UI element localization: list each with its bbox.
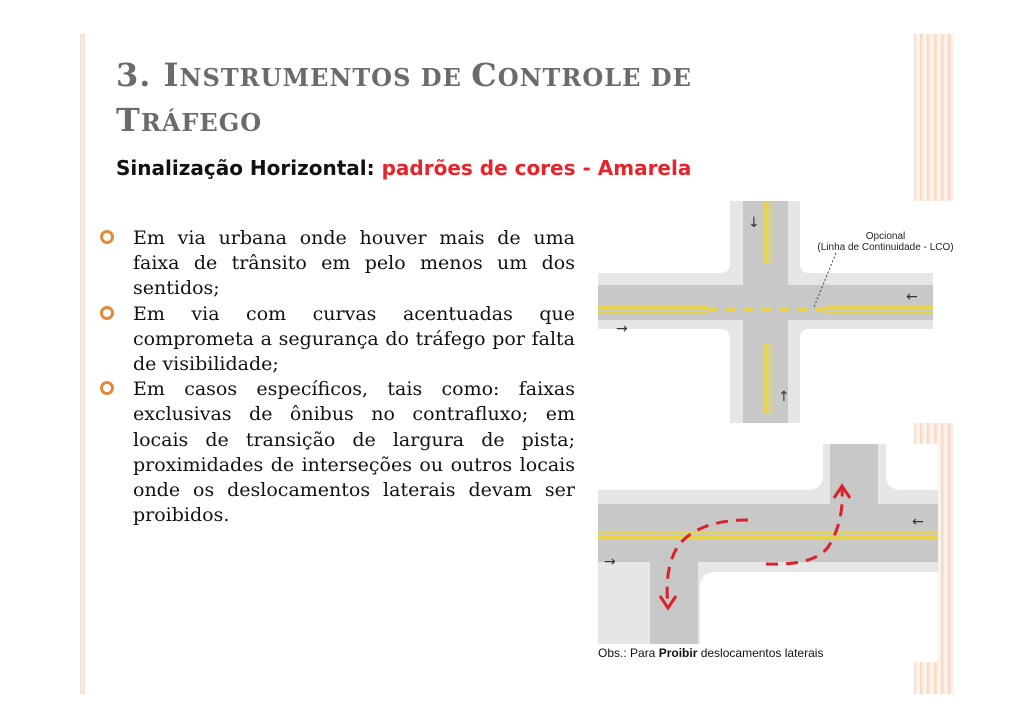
title-line-2: TRÁFEGO — [116, 101, 263, 139]
lane-line — [598, 531, 938, 534]
lane-line — [598, 536, 938, 539]
bullet-item — [100, 302, 575, 378]
bullet-item — [100, 226, 575, 302]
bullet-ring-icon — [100, 381, 114, 395]
bullet-ring-icon — [100, 230, 114, 244]
bullet-text: Em via urbana onde houver mais de uma faixa de trânsito em pelo menos um dos sentidos; — [133, 227, 575, 300]
slide-subtitle — [116, 156, 691, 180]
lco-label: (Linha de Continuidade - LCO) — [817, 242, 954, 253]
lane-line — [826, 306, 933, 309]
bullet-item — [100, 377, 575, 528]
arrow-up-icon: ↑ — [778, 389, 790, 405]
arrow-left-icon: ← — [912, 514, 924, 530]
slide-title — [116, 54, 692, 144]
optional-label: Opcional — [865, 231, 906, 242]
bullet-list — [100, 226, 575, 528]
bullet-ring-icon — [100, 306, 114, 320]
left-decorative-stripe — [80, 34, 86, 694]
lane-line — [598, 311, 708, 314]
intersection-diagram-2 — [598, 444, 938, 662]
obs-emphasis: Proibir — [658, 646, 698, 660]
lane-line — [826, 311, 933, 314]
bullet-text: Em via com curvas acentuadas que comprometa a segurança do tráfego por falta de visibilidade; — [133, 302, 575, 376]
bullet-text: Em casos específicos, tais como: faixas exclusivas de ônibus no contrafluxo; em locais de transição de largura de pista; proximidades de interseções ou outros locais onde os deslocamentos laterais devam ser proibidos. — [133, 378, 575, 527]
title-line-1: 3. INSTRUMENTOS DE CONTROLE DE — [116, 56, 692, 94]
intersection-2-drawing — [598, 444, 938, 644]
arrow-right-icon: → — [616, 321, 628, 337]
lane-line — [764, 201, 767, 263]
arrow-down-icon: ↓ — [748, 215, 760, 231]
intersection-diagram-1 — [598, 201, 958, 423]
lane-line — [598, 306, 708, 309]
arrow-left-icon: ← — [906, 289, 918, 305]
observation-caption: Obs.: Para Proibir deslocamentos laterais — [598, 646, 824, 660]
subtitle-topic: Sinalização Horizontal: — [116, 156, 382, 180]
lane-line — [769, 201, 772, 263]
lane-line — [769, 344, 772, 414]
lane-line — [764, 344, 767, 414]
optional-lco-label — [813, 231, 958, 253]
subtitle-highlight: padrões de cores - Amarela — [381, 156, 692, 180]
arrow-right-icon: → — [604, 554, 616, 570]
